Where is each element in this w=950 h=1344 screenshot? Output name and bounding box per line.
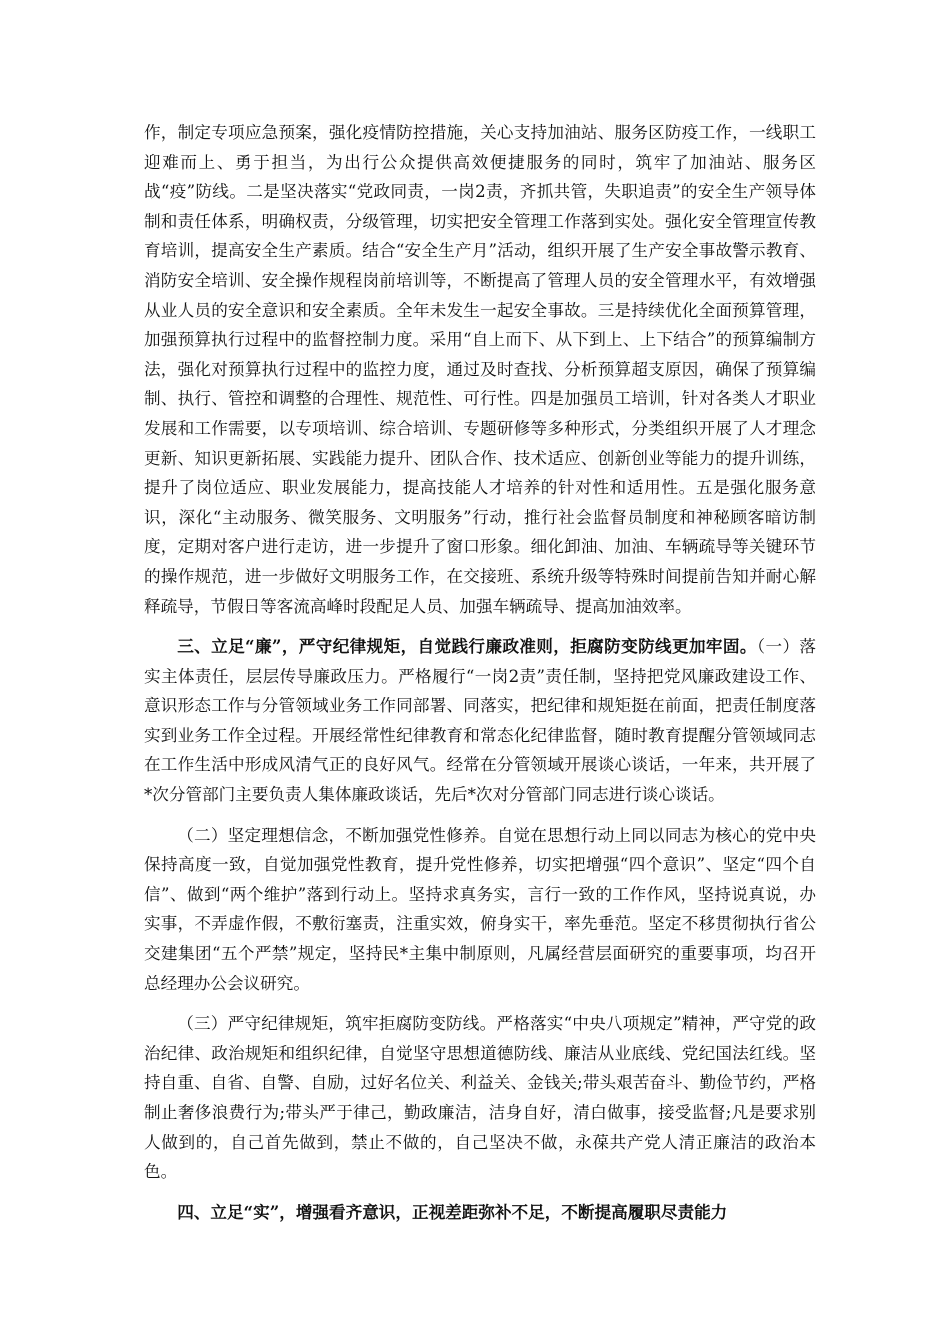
paragraph-ideals-belief <box>144 821 816 999</box>
paragraph-discipline-rules <box>144 1009 816 1187</box>
section-heading: 四、立足“实”，增强看齐意识，正视差距弥补不足，不断提高履职尽责能力 <box>177 1201 728 1222</box>
paragraph-safety-management <box>144 118 816 621</box>
document-page <box>144 118 816 1227</box>
section-heading: 三、立足“廉”，严守纪律规矩，自觉践行廉政准则，拒腐防变防线更加牢固。 <box>177 636 757 657</box>
paragraph-body: （一）落实主体责任，层层传导廉政压力。严格履行“一岗2责”责任制，坚持把党风廉政建设工作、意识形态工作与分管领域业务工作同部署、同落实，把纪律和规矩挺在前面，把责任制度落实到业务工作全过程。开展经常性纪律教育和常态化纪律监督，随时教育提醒分管领域同志在工作生活中形成风清气正的良好风气。经常在分管领域开展谈心谈话，一年来，共开展了*次分管部门主要负责人集体廉政谈话，先后*次对分管部门同志进行谈心谈话。 <box>144 637 816 805</box>
paragraph-body: （二）坚定理想信念，不断加强党性修养。自觉在思想行动上同以同志为核心的党中央保持高度一致，自觉加强党性教育，提升党性修养，切实把增强“四个意识”、坚定“四个自信”、做到“两个维护”落到行动上。坚持求真务实，言行一致的工作作风，坚持说真说，办实事，不弄虚作假，不敷衍塞责，注重实效，俯身实干，率先垂范。坚定不移贯彻执行省公交建集团“五个严禁”规定，坚持民*主集中制原则，凡属经营层面研究的重要事项，均召开总经理办公会议研究。 <box>144 825 816 993</box>
paragraph-body: （三）严守纪律规矩，筑牢拒腐防变防线。严格落实“中央八项规定”精神，严守党的政治纪律、政治规矩和组织纪律，自觉坚守思想道德防线、廉洁从业底线、党纪国法红线。坚持自重、自省、自警、自励，过好名位关、利益关、金钱关;带头艰苦奋斗、勤俭节约，严格制止奢侈浪费行为;带头严于律己，勤政廉洁，洁身自好，清白做事，接受监督;凡是要求别人做到的，自己首先做到，禁止不做的，自己坚决不做，永葆共产党人清正廉洁的政治本色。 <box>144 1014 816 1182</box>
section-three-integrity <box>144 632 816 810</box>
paragraph-body: 作，制定专项应急预案，强化疫情防控措施，关心支持加油站、服务区防疫工作，一线职工迎难而上、勇于担当，为出行公众提供高效便捷服务的同时，筑牢了加油站、服务区战“疫”防线。二是坚决落实“党政同责，一岗2责，齐抓共管，失职追责”的安全生产领导体制和责任体系，明确权责，分级管理，切实把安全管理工作落到实处。强化安全管理宣传教育培训，提高安全生产素质。结合“安全生产月”活动，组织开展了生产安全事故警示教育、消防安全培训、安全操作规程岗前培训等，不断提高了管理人员的安全管理水平，有效增强从业人员的安全意识和安全素质。全年未发生一起安全事故。三是持续优化全面预算管理，加强预算执行过程中的监督控制力度。采用“自上而下、从下到上、上下结合”的预算编制方法，强化对预算执行过程中的监控力度，通过及时查找、分析预算超支原因，确保了预算编制、执行、管控和调整的合理性、规范性、可行性。四是加强员工培训，针对各类人才职业发展和工作需要，以专项培训、综合培训、专题研修等多种形式，分类组织开展了人才理念更新、知识更新拓展、实践能力提升、团队合作、技术适应、创新创业等能力的提升训练，提升了岗位适应、职业发展能力，提高技能人才培养的针对性和适用性。五是强化服务意识，深化“主动服务、微笑服务、文明服务”行动，推行社会监督员制度和神秘顾客暗访制度，定期对客户进行走访，进一步提升了窗口形象。细化卸油、加油、车辆疏导等关键环节的操作规范，进一步做好文明服务工作，在交接班、系统升级等特殊时间提前告知并耐心解释疏导，节假日等客流高峰时段配足人员、加强车辆疏导、提高加油效率。 <box>144 123 816 616</box>
section-four-practical <box>144 1198 816 1228</box>
